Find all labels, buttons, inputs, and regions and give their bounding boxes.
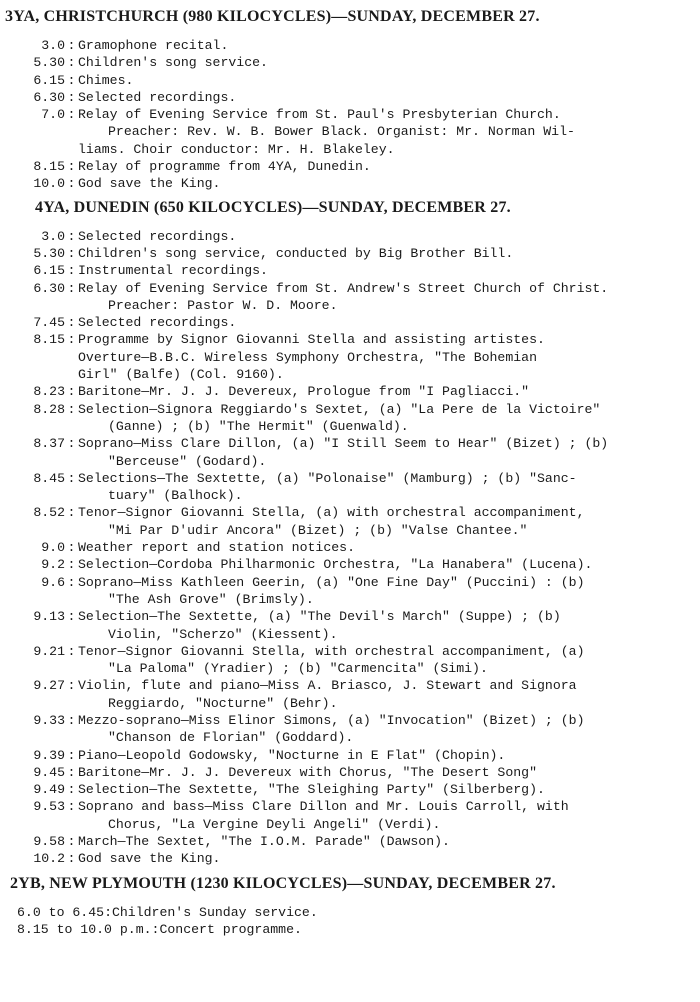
time-separator: : [67, 678, 76, 694]
programme-item [5, 470, 690, 505]
programme-item [5, 781, 690, 798]
time-separator: : [67, 834, 76, 850]
description-line: "The Ash Grove" (Brimsly). [108, 591, 314, 607]
programme-description [78, 764, 690, 781]
description-line: Soprano and bass—Miss Clare Dillon and Mr. Louis Carroll, with [78, 799, 569, 815]
programme-time: 3.0 [41, 38, 65, 53]
description-line: Overture—B.B.C. Wireless Symphony Orchestra, "The Bohemian [78, 349, 537, 365]
programme-time: 8.52 [33, 505, 65, 521]
time-separator: : [67, 38, 76, 53]
programme-item [5, 435, 690, 470]
programme-item [5, 850, 690, 867]
description-line: Relay of programme from 4YA, Dunedin. [78, 159, 371, 175]
description-line: Instrumental recordings. [78, 263, 268, 279]
programme-item [5, 245, 690, 262]
description-line: Preacher: Pastor W. D. Moore. [108, 297, 338, 313]
programme-item [5, 833, 690, 850]
description-line: Gramophone recital. [78, 38, 229, 53]
programme-item [5, 314, 690, 331]
time-separator: : [67, 609, 76, 625]
description-line: Concert programme. [159, 921, 302, 937]
description-line: Selections—The Sextette, (a) "Polonaise" (Mamburg) ; (b) "Sanc- [78, 470, 577, 486]
programme-time: 8.45 [33, 470, 65, 486]
programme-item [5, 921, 690, 938]
section-heading: 3YA, CHRISTCHURCH (980 KILOCYCLES)—SUNDAY, DECEMBER 27. [5, 8, 540, 25]
programme-description [78, 833, 690, 850]
description-line: Chorus, "La Vergine Deyli Angeli" (Verdi). [108, 816, 441, 832]
time-separator: : [67, 436, 76, 452]
time-separator: : [67, 89, 76, 105]
programme-description [78, 37, 690, 54]
programme-description [78, 401, 690, 436]
time-separator: : [67, 384, 76, 400]
description-line: Children's Sunday service. [111, 904, 318, 920]
description-line: Selected recordings. [78, 89, 237, 105]
programme-list [5, 228, 690, 868]
description-line: Soprano—Miss Clare Dillon, (a) "I Still Seem to Hear" (Bizet) ; (b) [78, 436, 609, 452]
description-line: Violin, "Scherzo" (Kiessent). [108, 626, 338, 642]
programme-time: 6.30 [33, 280, 65, 296]
programme-description [78, 435, 690, 470]
description-line: March—The Sextet, "The I.O.M. Parade" (Dawson). [78, 834, 450, 850]
programme-description [78, 470, 690, 505]
programme-time: 5.30 [33, 245, 65, 261]
station-section-2yb [5, 873, 690, 939]
programme-description [78, 72, 690, 89]
time-separator: : [67, 574, 76, 590]
description-line: Selected recordings. [78, 228, 237, 244]
programme-item [5, 904, 690, 921]
programme-time: 9.6 [41, 574, 65, 590]
programme-description [78, 158, 690, 175]
programme-description [78, 712, 690, 747]
programme-time: 6.15 [33, 72, 65, 88]
programme-time: 3.0 [41, 228, 65, 244]
programme-item [5, 228, 690, 245]
programme-description [159, 921, 690, 938]
programme-description [78, 798, 690, 833]
programme-description [78, 106, 690, 158]
programme-description [78, 245, 690, 262]
programme-item [5, 280, 690, 315]
description-line: Baritone—Mr. J. J. Devereux, Prologue from "I Pagliacci." [78, 384, 530, 400]
programme-description [78, 331, 690, 383]
programme-description [78, 608, 690, 643]
description-line: God save the King. [78, 851, 221, 867]
programme-description [78, 228, 690, 245]
description-line: Chimes. [78, 72, 134, 88]
description-line: Selection—The Sextette, "The Sleighing Party" (Silberberg). [78, 782, 545, 798]
time-separator: : [67, 280, 76, 296]
programme-description [78, 539, 690, 556]
programme-list [5, 904, 690, 939]
programme-time: 8.23 [33, 384, 65, 400]
description-line: Weather report and station notices. [78, 540, 355, 556]
programme-item [5, 712, 690, 747]
programme-item [5, 175, 690, 192]
programme-time: 8.37 [33, 436, 65, 452]
programme-description [78, 383, 690, 400]
time-separator: : [67, 72, 76, 88]
description-line: Selection—Cordoba Philharmonic Orchestra, "La Hanabera" (Lucena). [78, 557, 593, 573]
programme-time: 8.15 [33, 332, 65, 348]
programme-time: 6.30 [33, 89, 65, 105]
programme-description [78, 89, 690, 106]
description-line: Tenor—Signor Giovanni Stella, with orchestral accompaniment, (a) [78, 643, 585, 659]
time-separator: : [67, 332, 76, 348]
programme-time: 7.0 [41, 107, 65, 123]
programme-time: 5.30 [33, 55, 65, 71]
programme-time: 7.45 [33, 315, 65, 331]
programme-description [112, 904, 690, 921]
section-heading: 4YA, DUNEDIN (650 KILOCYCLES)—SUNDAY, DECEMBER 27. [35, 198, 511, 216]
programme-description [78, 574, 690, 609]
description-line: Violin, flute and piano—Miss A. Briasco, J. Stewart and Signora [78, 678, 577, 694]
time-separator: : [67, 55, 76, 71]
station-section-4ya [5, 197, 690, 868]
programme-item [5, 401, 690, 436]
time-separator: : [67, 747, 76, 763]
time-separator: : [67, 799, 76, 815]
time-separator: : [104, 904, 112, 920]
description-line: (Ganne) ; (b) "The Hermit" (Guenwald). [108, 418, 409, 434]
time-separator: : [67, 176, 76, 192]
programme-time: 10.2 [33, 851, 65, 867]
programme-item [5, 383, 690, 400]
programme-description [78, 643, 690, 678]
programme-item [5, 747, 690, 764]
programme-time: 9.0 [41, 540, 65, 556]
description-line: Children's song service, conducted by Big Brother Bill. [78, 245, 514, 261]
programme-time: 6.15 [33, 263, 65, 279]
description-line: Soprano—Miss Kathleen Geerin, (a) "One Fine Day" (Puccini) : (b) [78, 574, 585, 590]
programme-item [5, 504, 690, 539]
description-line: Selected recordings. [78, 315, 237, 331]
description-line: "Chanson de Florian" (Goddard). [108, 730, 354, 746]
description-line: Children's song service. [78, 55, 268, 71]
programme-item [5, 608, 690, 643]
time-separator: : [67, 851, 76, 867]
time-separator: : [67, 401, 76, 417]
programme-description [78, 280, 690, 315]
programme-description [78, 556, 690, 573]
time-separator: : [67, 245, 76, 261]
description-line: Baritone—Mr. J. J. Devereux with Chorus, "The Desert Song" [78, 764, 537, 780]
programme-item [5, 331, 690, 383]
description-line: Selection—Signora Reggiardo's Sextet, (a) "La Pere de la Victoire" [78, 401, 601, 417]
programme-item [5, 764, 690, 781]
programme-description [78, 175, 690, 192]
programme-time: 8.28 [33, 401, 65, 417]
programme-description [78, 850, 690, 867]
programme-item [5, 539, 690, 556]
programme-description [78, 262, 690, 279]
time-separator: : [151, 921, 160, 937]
description-line: Relay of Evening Service from St. Paul's Presbyterian Church. [78, 107, 561, 123]
programme-item [5, 798, 690, 833]
time-separator: : [67, 315, 76, 331]
programme-item [5, 72, 690, 89]
time-separator: : [67, 159, 76, 175]
programme-item [5, 54, 690, 71]
programme-time: 9.58 [33, 834, 65, 850]
programme-time: 9.27 [33, 678, 65, 694]
description-line: Girl" (Balfe) (Col. 9160). [78, 367, 284, 383]
time-separator: : [67, 107, 76, 123]
programme-item [5, 262, 690, 279]
programme-item [5, 556, 690, 573]
programme-description [78, 781, 690, 798]
programme-item [5, 643, 690, 678]
time-separator: : [67, 540, 76, 556]
description-line: Relay of Evening Service from St. Andrew's Street Church of Christ. [78, 280, 609, 296]
description-line: Piano—Leopold Godowsky, "Nocturne in E Flat" (Chopin). [78, 747, 506, 763]
programme-time: 8.15 to 10.0 p.m. [17, 921, 152, 937]
programme-time: 6.0 to 6.45 [17, 904, 105, 920]
section-heading: 2YB, NEW PLYMOUTH (1230 KILOCYCLES)—SUNDAY, DECEMBER 27. [10, 874, 556, 892]
time-separator: : [67, 712, 76, 728]
time-separator: : [67, 557, 76, 573]
time-separator: : [67, 228, 76, 244]
description-line: liams. Choir conductor: Mr. H. Blakeley. [78, 141, 395, 157]
programme-time: 9.39 [33, 747, 65, 763]
description-line: Preacher: Rev. W. B. Bower Black. Organist: Mr. Norman Wil- [108, 124, 575, 140]
time-separator: : [67, 643, 76, 659]
description-line: Selection—The Sextette, (a) "The Devil's March" (Suppe) ; (b) [78, 609, 561, 625]
description-line: Reggiardo, "Nocturne" (Behr). [108, 695, 338, 711]
programme-item [5, 89, 690, 106]
time-separator: : [67, 782, 76, 798]
description-line: "La Paloma" (Yradier) ; (b) "Carmencita" (Simi). [108, 661, 488, 677]
description-line: God save the King. [78, 176, 221, 192]
programme-description [78, 747, 690, 764]
description-line: Programme by Signor Giovanni Stella and assisting artistes. [78, 332, 545, 348]
programme-list [5, 37, 690, 193]
description-line: "Berceuse" (Godard). [108, 453, 267, 469]
programme-time: 8.15 [33, 159, 65, 175]
time-separator: : [67, 764, 76, 780]
programme-description [78, 504, 690, 539]
programme-description [78, 677, 690, 712]
programme-item [5, 574, 690, 609]
programme-item [5, 106, 690, 158]
description-line: tuary" (Balhock). [108, 488, 243, 504]
description-line: "Mi Par D'udir Ancora" (Bizet) ; (b) "Valse Chantee." [108, 522, 528, 538]
programme-item [5, 677, 690, 712]
station-section-3ya [5, 6, 690, 193]
description-line: Tenor—Signor Giovanni Stella, (a) with orchestral accompaniment, [78, 505, 585, 521]
programme-description [78, 314, 690, 331]
description-line: Mezzo-soprano—Miss Elinor Simons, (a) "Invocation" (Bizet) ; (b) [78, 712, 585, 728]
programme-time: 9.33 [33, 712, 65, 728]
programme-time: 9.2 [41, 557, 65, 573]
time-separator: : [67, 470, 76, 486]
programme-time: 9.49 [33, 782, 65, 798]
time-separator: : [67, 505, 76, 521]
programme-time: 9.53 [33, 799, 65, 815]
programme-time: 9.13 [33, 609, 65, 625]
time-separator: : [67, 263, 76, 279]
programme-item [5, 37, 690, 54]
programme-description [78, 54, 690, 71]
programme-time: 9.21 [33, 643, 65, 659]
programme-time: 9.45 [33, 764, 65, 780]
programme-time: 10.0 [33, 176, 65, 192]
programme-item [5, 158, 690, 175]
